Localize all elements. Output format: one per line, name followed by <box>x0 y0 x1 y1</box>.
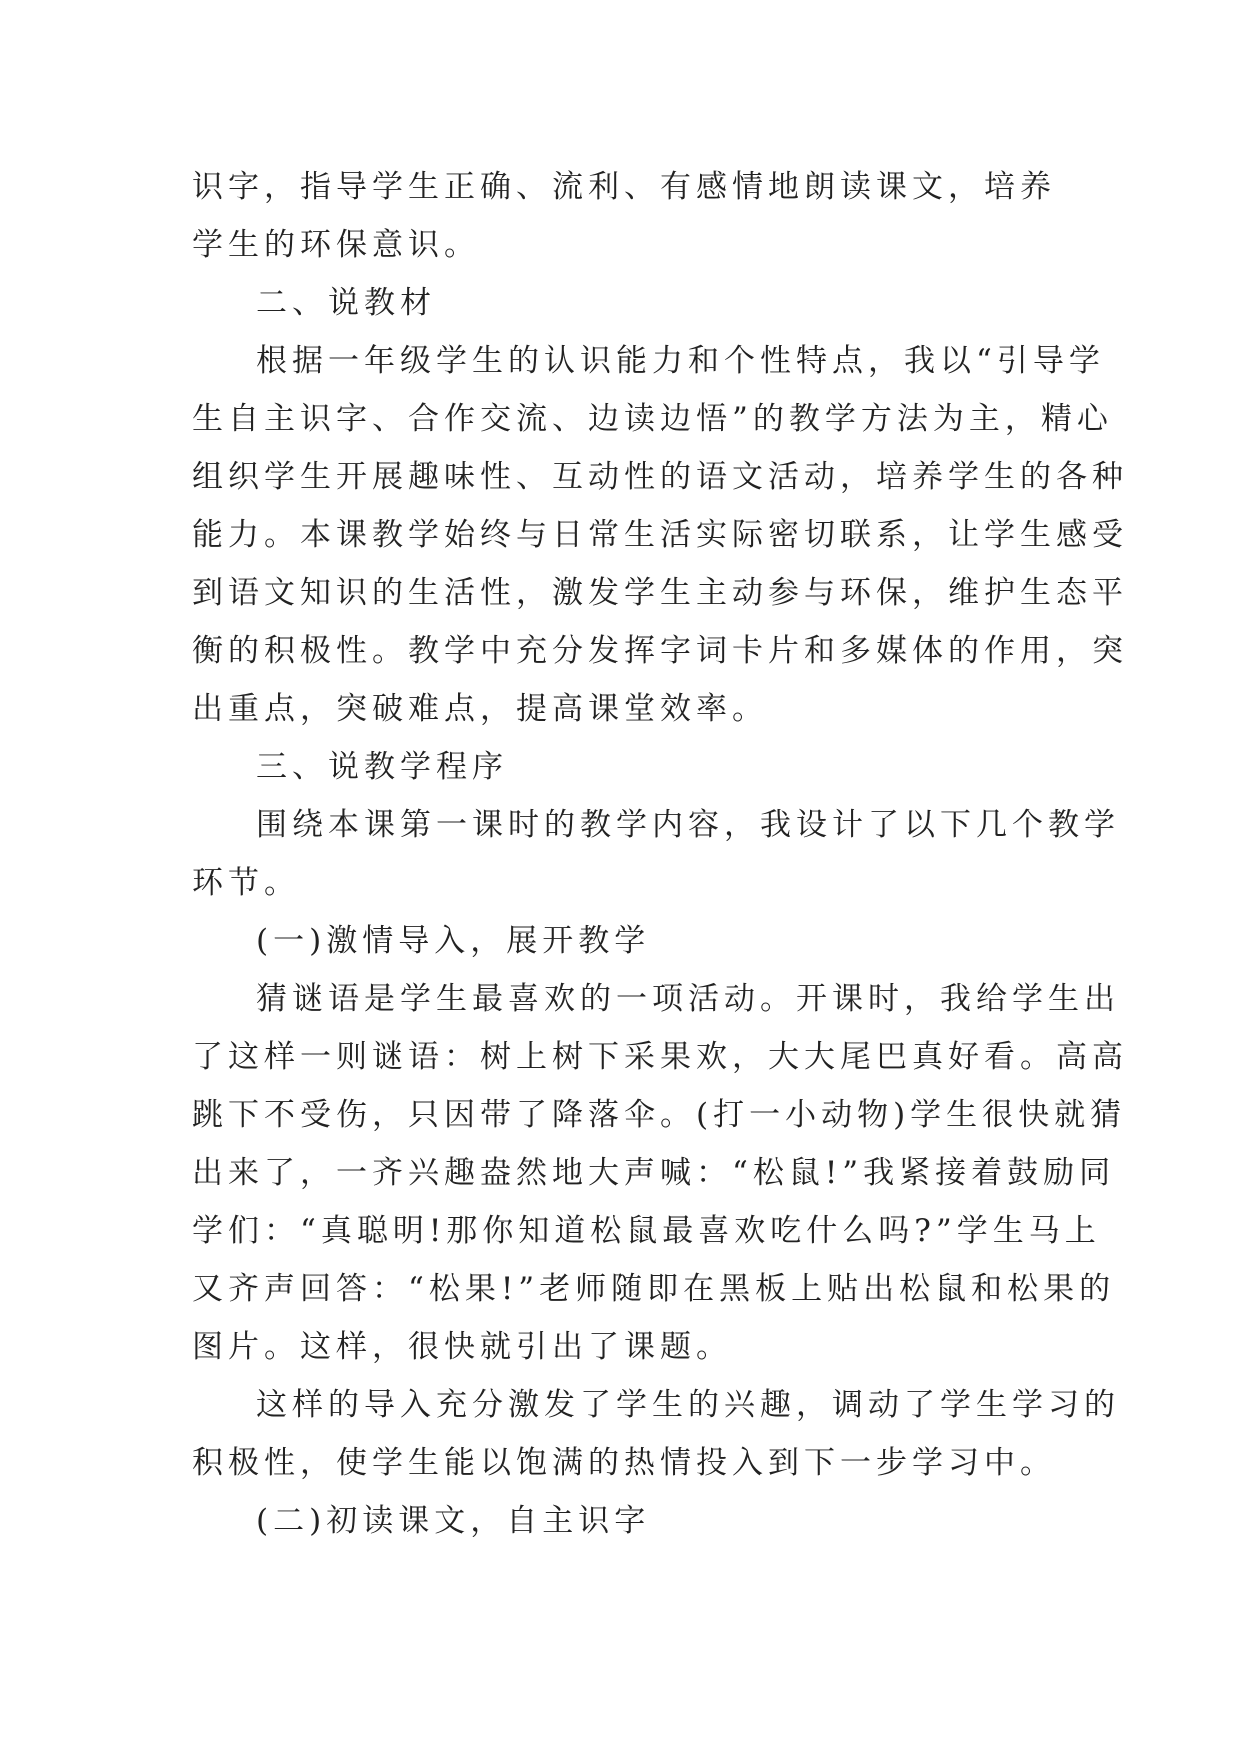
text-line: 识字，指导学生正确、流利、有感情地朗读课文，培养 <box>192 169 1056 205</box>
text-line: 这样的导入充分激发了学生的兴趣，调动了学生学习的 <box>256 1387 1120 1423</box>
text-line: 生自主识字、合作交流、边读边悟”的教学方法为主，精心 <box>192 401 1113 437</box>
text-line: 又齐声回答：“松果!”老师随即在黑板上贴出松鼠和松果的 <box>192 1271 1116 1307</box>
text-line: 积极性，使学生能以饱满的热情投入到下一步学习中。 <box>192 1445 1056 1481</box>
text-line: 能力。本课教学始终与日常生活实际密切联系，让学生感受 <box>192 517 1128 553</box>
text-line: 学生的环保意识。 <box>192 227 480 263</box>
text-line: 了这样一则谜语：树上树下采果欢，大大尾巴真好看。高高 <box>192 1039 1128 1075</box>
text-line: 组织学生开展趣味性、互动性的语文活动，培养学生的各种 <box>192 459 1128 495</box>
subsection-heading: (二)初读课文，自主识字 <box>256 1503 651 1539</box>
text-line: 出来了，一齐兴趣盎然地大声喊：“松鼠!”我紧接着鼓励同 <box>192 1155 1116 1191</box>
text-line: 衡的积极性。教学中充分发挥字词卡片和多媒体的作用，突 <box>192 633 1128 669</box>
text-line: 跳下不受伤，只因带了降落伞。(打一小动物)学生很快就猜 <box>192 1097 1127 1133</box>
text-line: 图片。这样，很快就引出了课题。 <box>192 1329 732 1365</box>
text-line: 环节。 <box>192 865 300 901</box>
section-heading: 二、说教材 <box>256 285 436 321</box>
text-line: 根据一年级学生的认识能力和个性特点，我以“引导学 <box>256 343 1105 379</box>
text-line: 出重点，突破难点，提高课堂效率。 <box>192 691 768 727</box>
text-line: 学们：“真聪明!那你知道松鼠最喜欢吃什么吗?”学生马上 <box>192 1213 1101 1249</box>
subsection-heading: (一)激情导入，展开教学 <box>256 923 651 959</box>
text-line: 猜谜语是学生最喜欢的一项活动。开课时，我给学生出 <box>256 981 1120 1017</box>
section-heading: 三、说教学程序 <box>256 749 508 785</box>
text-line: 围绕本课第一课时的教学内容，我设计了以下几个教学 <box>256 807 1120 843</box>
text-line: 到语文知识的生活性，激发学生主动参与环保，维护生态平 <box>192 575 1128 611</box>
